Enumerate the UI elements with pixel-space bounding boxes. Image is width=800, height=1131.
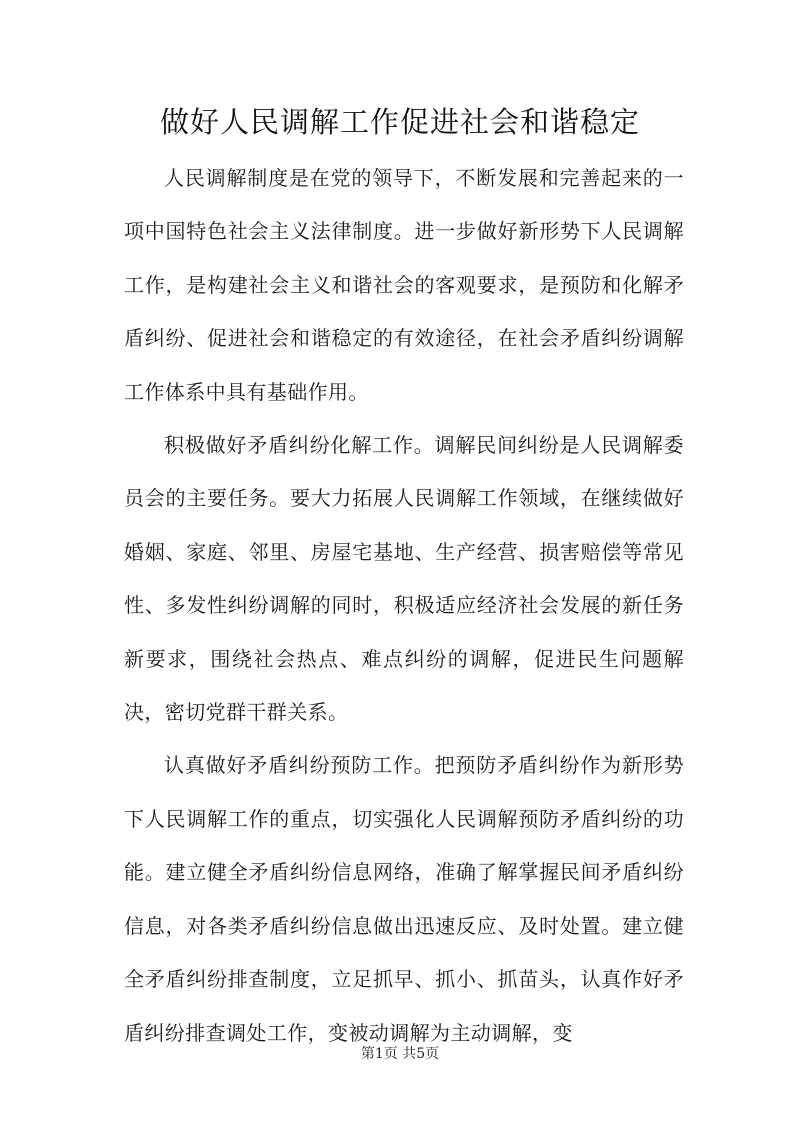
- document-body: [124, 152, 684, 1060]
- paragraph-resolve-disputes: 积极做好矛盾纠纷化解工作。调解民间纠纷是人民调解委员会的主要任务。要大力拓展人民调解工作领域，在继续做好婚姻、家庭、邻里、房屋宅基地、生产经营、损害赔偿等常见性、多发性纠纷调解的同时，积极适应经济社会发展的新任务新要求，围绕社会热点、难点纠纷的调解，促进民生问题解决，密切党群干群关系。: [124, 433, 684, 725]
- page-footer: 第1页 共5页: [360, 1046, 440, 1062]
- paragraph-intro: 人民调解制度是在党的领导下，不断发展和完善起来的一项中国特色社会主义法律制度。进一步做好新形势下人民调解工作，是构建社会主义和谐社会的客观要求，是预防和化解矛盾纠纷、促进社会和谐稳定的有效途径，在社会矛盾纠纷调解工作体系中具有基础作用。: [124, 166, 684, 404]
- paragraph-prevent-disputes: 认真做好矛盾纠纷预防工作。把预防矛盾纠纷作为新形势下人民调解工作的重点，切实强化人民调解预防矛盾纠纷的功能。建立健全矛盾纠纷信息网络，准确了解掌握民间矛盾纠纷信息，对各类矛盾纠纷信息做出迅速反应、及时处置。建立健全矛盾纠纷排查制度，立足抓早、抓小、抓苗头，认真作好矛盾纠纷排查调处工作，变被动调解为主动调解，变: [124, 753, 684, 1045]
- document-title: 做好人民调解工作促进社会和谐稳定: [159, 105, 640, 139]
